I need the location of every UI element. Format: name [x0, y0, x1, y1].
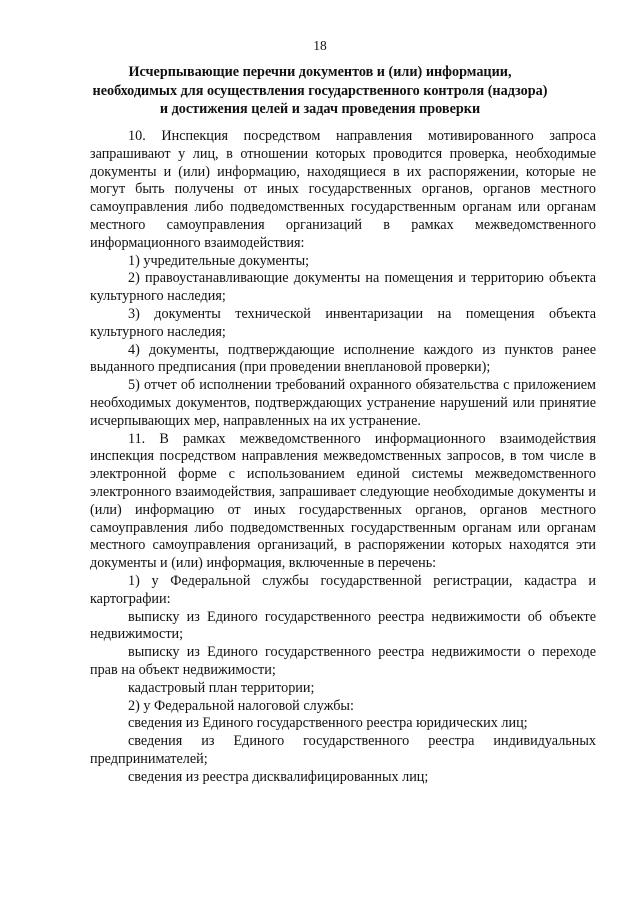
list-item-disqualified-registry: сведения из реестра дисквалифицированных лиц; — [128, 768, 429, 785]
document-heading: Исчерпывающие перечни документов и (или) информации, необходимых для осуществления государственного контроля (надзора) и достижения целей и задач проведения проверки — [92, 64, 548, 117]
list-item-egrip: сведения из Единого государственного реестра индивидуальных предпринимателей; — [90, 733, 596, 767]
list-item-title-docs: 2) правоустанавливающие документы на помещения и территорию объекта культурного наследия; — [90, 270, 596, 305]
list-item-prescription-docs: 4) документы, подтверждающие исполнение каждого из пунктов ранее выданного предписания (при проведении внеплановой проверки); — [90, 341, 596, 376]
list-item-egrn-object: выписку из Единого государственного реестра недвижимости об объекте недвижимости; — [90, 608, 596, 643]
list-item-tax-service: 2) у Федеральной налоговой службы: — [128, 697, 354, 714]
list-item-constituent-docs: 1) учредительные документы; — [128, 252, 310, 269]
list-item-cadastral-plan: кадастровый план территории; — [128, 679, 315, 696]
paragraph-11: 11. В рамках межведомственного информационного взаимодействия инспекция посредством направления межведомственных запросов, в том числе в электронной форме с использованием единой системы межведомственного электронного взаимодействия, запрашивает следующие необходимые документы и (или) информацию от иных государственных органов, органов местного самоуправления либо подведомственных государственным органам или органам местного самоуправления организаций, в распоряжении которых находятся эти документы и (или) информация, включенные в перечень: — [90, 430, 596, 572]
paragraph-10: 10. Инспекция посредством направления мотивированного запроса запрашивают у лиц, в отношении которых проводится проверка, необходимые документы и (или) информацию, находящиеся в их распоряжении, которые не могут быть получены от иных государственных органов, органов местного самоуправления либо подведомственных государственным органам или органам местного самоуправления организаций в рамках межведомственного информационного взаимодействия: — [90, 128, 596, 251]
page-number: 18 — [313, 38, 327, 53]
list-item-report: 5) отчет об исполнении требований охранного обязательства с приложением необходимых документов, подтверждающих устранение нарушений или принятие исчерпывающих мер, направленных на их устранение. — [90, 377, 596, 429]
list-item-egrul: сведения из Единого государственного реестра юридических лиц; — [128, 715, 528, 732]
list-item-inventory-docs: 3) документы технической инвентаризации на помещения объекта культурного наследия; — [90, 305, 596, 340]
list-item-rosreestr: 1) у Федеральной службы государственной регистрации, кадастра и картографии: — [90, 572, 596, 607]
document-body — [90, 128, 596, 786]
list-item-egrn-transfer: выписку из Единого государственного реестра недвижимости о переходе прав на объект недвижимости; — [90, 644, 596, 678]
